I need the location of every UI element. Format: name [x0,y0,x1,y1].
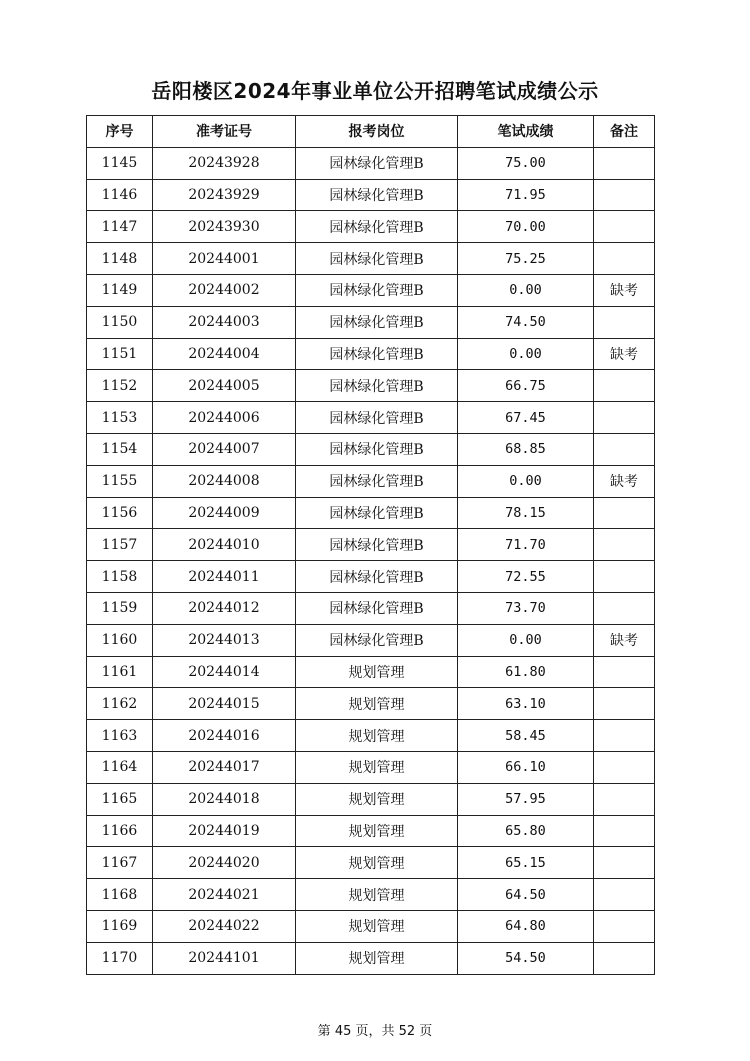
cell-ticket: 20244017 [153,751,296,783]
cell-position: 园林绿化管理B [296,561,458,593]
cell-position: 园林绿化管理B [296,624,458,656]
cell-position: 规划管理 [296,783,458,815]
table-row [87,402,655,434]
cell-position: 规划管理 [296,942,458,974]
table-row [87,879,655,911]
cell-ticket: 20244008 [153,465,296,497]
cell-score: 0.00 [458,274,594,306]
cell-ticket: 20244019 [153,815,296,847]
cell-ticket: 20244101 [153,942,296,974]
cell-position: 园林绿化管理B [296,147,458,179]
table-row [87,370,655,402]
cell-seq: 1168 [87,879,153,911]
cell-ticket: 20244007 [153,433,296,465]
table-row [87,433,655,465]
cell-score: 57.95 [458,783,594,815]
cell-position: 园林绿化管理B [296,211,458,243]
cell-score: 70.00 [458,211,594,243]
cell-ticket: 20244012 [153,592,296,624]
cell-ticket: 20244011 [153,561,296,593]
page-mid: 页，共 [351,1024,399,1039]
cell-position: 园林绿化管理B [296,433,458,465]
table-row [87,592,655,624]
cell-seq: 1150 [87,306,153,338]
page-title: 岳阳楼区2024年事业单位公开招聘笔试成绩公示 [151,79,599,103]
table-row [87,847,655,879]
cell-remark [594,847,655,879]
column-header-remark: 备注 [594,116,655,148]
table-header-row [87,116,655,148]
table-row [87,624,655,656]
cell-remark [594,751,655,783]
cell-score: 75.25 [458,243,594,275]
cell-seq: 1146 [87,179,153,211]
cell-seq: 1154 [87,433,153,465]
cell-ticket: 20244006 [153,402,296,434]
column-header-ticket: 准考证号 [153,116,296,148]
cell-position: 规划管理 [296,879,458,911]
cell-seq: 1166 [87,815,153,847]
cell-ticket: 20243930 [153,211,296,243]
cell-remark: 缺考 [594,624,655,656]
cell-ticket: 20244002 [153,274,296,306]
cell-score: 71.70 [458,529,594,561]
cell-remark [594,656,655,688]
cell-seq: 1165 [87,783,153,815]
table-row [87,815,655,847]
column-header-seq: 序号 [87,116,153,148]
cell-remark [594,529,655,561]
cell-remark [594,879,655,911]
cell-position: 规划管理 [296,847,458,879]
page-total: 52 [398,1024,416,1039]
cell-score: 78.15 [458,497,594,529]
table-row [87,147,655,179]
table-row [87,751,655,783]
table-row [87,211,655,243]
cell-score: 0.00 [458,624,594,656]
page-footer [0,1022,750,1042]
cell-seq: 1155 [87,465,153,497]
cell-ticket: 20243928 [153,147,296,179]
page-suffix: 页 [415,1024,433,1039]
cell-score: 0.00 [458,338,594,370]
table-row [87,465,655,497]
cell-ticket: 20244010 [153,529,296,561]
cell-remark [594,402,655,434]
cell-remark [594,910,655,942]
table-row [87,656,655,688]
cell-remark [594,561,655,593]
cell-ticket: 20244015 [153,688,296,720]
cell-remark [594,592,655,624]
table-row [87,561,655,593]
cell-position: 园林绿化管理B [296,306,458,338]
cell-score: 72.55 [458,561,594,593]
table-row [87,720,655,752]
cell-remark [594,370,655,402]
cell-ticket: 20244004 [153,338,296,370]
table-row [87,179,655,211]
cell-seq: 1147 [87,211,153,243]
cell-ticket: 20244013 [153,624,296,656]
cell-ticket: 20244016 [153,720,296,752]
cell-seq: 1162 [87,688,153,720]
cell-remark [594,815,655,847]
cell-position: 规划管理 [296,910,458,942]
cell-score: 61.80 [458,656,594,688]
cell-score: 71.95 [458,179,594,211]
table-row [87,497,655,529]
cell-seq: 1157 [87,529,153,561]
cell-score: 54.50 [458,942,594,974]
cell-position: 规划管理 [296,656,458,688]
cell-score: 66.75 [458,370,594,402]
cell-ticket: 20244005 [153,370,296,402]
cell-ticket: 20244020 [153,847,296,879]
cell-seq: 1164 [87,751,153,783]
cell-seq: 1170 [87,942,153,974]
table-row [87,942,655,974]
cell-score: 64.50 [458,879,594,911]
cell-remark [594,243,655,275]
cell-position: 园林绿化管理B [296,402,458,434]
cell-remark: 缺考 [594,338,655,370]
cell-remark [594,211,655,243]
cell-ticket: 20244009 [153,497,296,529]
cell-position: 规划管理 [296,751,458,783]
cell-position: 规划管理 [296,720,458,752]
cell-ticket: 20244001 [153,243,296,275]
cell-score: 58.45 [458,720,594,752]
cell-score: 64.80 [458,910,594,942]
table-row [87,306,655,338]
cell-seq: 1148 [87,243,153,275]
cell-seq: 1161 [87,656,153,688]
cell-position: 园林绿化管理B [296,497,458,529]
cell-seq: 1145 [87,147,153,179]
cell-position: 园林绿化管理B [296,243,458,275]
cell-position: 规划管理 [296,815,458,847]
cell-position: 园林绿化管理B [296,529,458,561]
cell-remark [594,783,655,815]
cell-seq: 1152 [87,370,153,402]
cell-seq: 1149 [87,274,153,306]
cell-score: 74.50 [458,306,594,338]
cell-score: 66.10 [458,751,594,783]
cell-seq: 1156 [87,497,153,529]
cell-score: 65.80 [458,815,594,847]
cell-ticket: 20244018 [153,783,296,815]
cell-ticket: 20244021 [153,879,296,911]
cell-ticket: 20244014 [153,656,296,688]
cell-position: 园林绿化管理B [296,370,458,402]
cell-remark: 缺考 [594,465,655,497]
table-row [87,274,655,306]
table-row [87,688,655,720]
cell-score: 0.00 [458,465,594,497]
page-current: 45 [334,1024,352,1039]
table-row [87,910,655,942]
cell-position: 园林绿化管理B [296,179,458,211]
cell-remark [594,179,655,211]
cell-remark [594,942,655,974]
cell-ticket: 20244003 [153,306,296,338]
cell-score: 68.85 [458,433,594,465]
page-prefix: 第 [317,1024,335,1039]
cell-remark [594,688,655,720]
cell-seq: 1159 [87,592,153,624]
cell-score: 73.70 [458,592,594,624]
cell-remark [594,433,655,465]
cell-score: 67.45 [458,402,594,434]
table-row [87,529,655,561]
cell-seq: 1158 [87,561,153,593]
cell-position: 规划管理 [296,688,458,720]
cell-seq: 1153 [87,402,153,434]
cell-seq: 1167 [87,847,153,879]
cell-remark: 缺考 [594,274,655,306]
cell-remark [594,720,655,752]
cell-remark [594,497,655,529]
cell-ticket: 20244022 [153,910,296,942]
cell-seq: 1163 [87,720,153,752]
table-row [87,338,655,370]
cell-position: 园林绿化管理B [296,274,458,306]
cell-score: 75.00 [458,147,594,179]
cell-seq: 1169 [87,910,153,942]
table-row [87,243,655,275]
cell-remark [594,147,655,179]
cell-seq: 1151 [87,338,153,370]
column-header-position: 报考岗位 [296,116,458,148]
table-body [87,147,655,974]
score-table [86,115,655,975]
cell-score: 65.15 [458,847,594,879]
cell-ticket: 20243929 [153,179,296,211]
cell-seq: 1160 [87,624,153,656]
cell-position: 园林绿化管理B [296,465,458,497]
cell-remark [594,306,655,338]
cell-position: 园林绿化管理B [296,592,458,624]
table-row [87,783,655,815]
cell-position: 园林绿化管理B [296,338,458,370]
column-header-score: 笔试成绩 [458,116,594,148]
cell-score: 63.10 [458,688,594,720]
